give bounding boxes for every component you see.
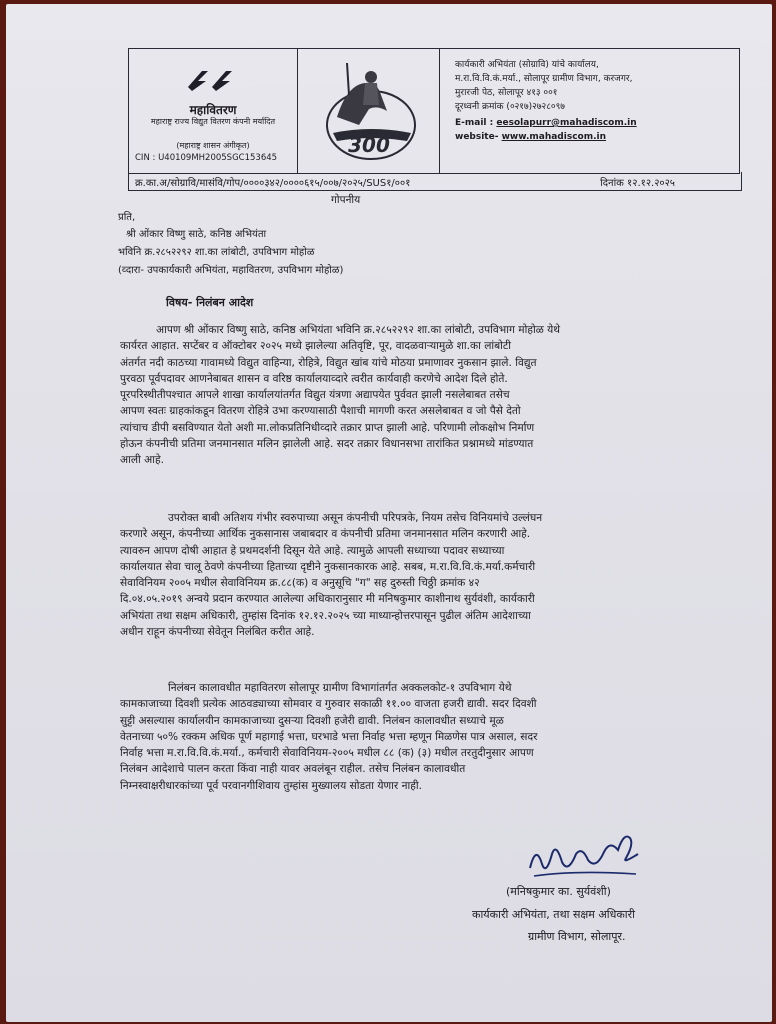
signatory-office: ग्रामीण विभाग, सोलापूर. (528, 930, 626, 943)
paragraph-suspension-order (120, 510, 732, 640)
office-address-line: मुरारजी पेठ, सोलापूर ४१३ ००१ (455, 88, 558, 98)
letterhead-company-panel (129, 49, 298, 173)
paragraph-line: निलंबन कालावधीत महावितरण सोलापूर ग्रामीण विभागांतर्गत अक्कलकोट-१ उपविभाग येथे (168, 682, 512, 694)
paragraph-line: आपण स्वतः ग्राहकांकडून वितरण रोहित्रे उभा करण्यासाठी पैशाची मागणी करत असलेबाबत व जो पैसे देतो (120, 405, 521, 418)
office-phone: दूरध्वनी क्रमांक (०२१७)२७२८०९७ (455, 102, 565, 112)
paragraph-line: सेवाविनियम २००५ मधील सेवाविनियम क्र.८८(क) व अनुसूचि "ग" सह दुरुस्ती चिठ्ठी क्रमांक ४२ (120, 577, 480, 590)
paragraph-line: उपरोक्त बाबी अतिशय गंभीर स्वरुपाच्या असून कंपनीची परिपत्रके, नियम तसेच विनियमांचे उल्लंघन (168, 512, 543, 524)
reference-number: क्र.का.अ/सोग्रावि/मासंवि/गोप/००००३४२/००००६१५/००७/२०२५/SUS१/००१ (135, 178, 411, 189)
paragraph-line: अधीन राहून कंपनीच्या सेवेतून निलंबित करीत आहे. (120, 626, 315, 639)
paragraph-line: अंतर्गत नदी काठच्या गावामध्ये विद्युत वाहिन्या, रोहित्रे, विद्युत खांब यांचे मोठया प्रमाणावर नुकसान झाले. विद्युत (120, 356, 537, 369)
addressee-line: श्री ओंकार विष्णु साठे, कनिष्ठ अभियंता (126, 229, 267, 240)
letterhead-emblem-panel (299, 49, 440, 173)
paragraph-line: करणारे असून, कंपनीच्या आर्थिक नुकसानास जबाबदार व कंपनीची प्रतिमा जनमानसात मलिन करणारी आहे. (120, 528, 531, 541)
paragraph-line: आपण श्री ओंकार विष्णु साठे, कनिष्ठ अभियंता भविनि क्र.२८५२२९२ शा.का लांबोटी, उपविभाग मोहोळ येथे (156, 324, 561, 336)
paragraph-line: होऊन कंपनीची प्रतिमा जनमानसात मलिन झालेली आहे. सदर तक्रार विधानसभा तारांकित प्रश्नामध्ये मांडण्यात (120, 438, 534, 451)
website-link[interactable]: www.mahadiscom.in (501, 132, 607, 142)
letter-page (6, 4, 772, 1022)
paragraph-line: पुरवठा पूर्वपदावर आणनेबाबत शासन व वरिष्ठ कार्यालयाव्दारे त्वरीत कार्यवाही करणेचे आदेश दिले होते. (120, 372, 508, 385)
paragraph-line: दि.०४.०५.२०१९ अन्वये प्रदान करण्यात आलेल्या अधिकारानुसार मी मनिषकुमार काशीनाथ सुर्यवंशी, कार्यकारी (120, 593, 535, 606)
subject-line: विषय- निलंबन आदेश (166, 296, 254, 309)
addressee-line: (व्दारा- उपकार्यकारी अभियंता, महावितरण, उपविभाग मोहोळ) (118, 265, 344, 276)
paragraph-line: त्यांचाच डीपी बसविण्यात येतो अशी मा.लोकप्रतिनिधीव्दारे तक्रार प्राप्त झाली आहे. परिणामी लोकक्षोभ निर्माण (120, 421, 535, 434)
paragraph-line: आली आहे. (120, 454, 164, 467)
addressee-prati: प्रति, (118, 212, 136, 223)
company-full-name: महाराष्ट्र राज्य विद्युत वितरण कंपनी मर्यादित (150, 117, 276, 126)
website-label: website- (455, 132, 499, 142)
email-link[interactable]: eesolapurr@mahadiscom.in (496, 118, 637, 128)
reference-line (128, 172, 742, 191)
paragraph-line: निर्वाह भत्ता म.रा.वि.वि.कं.मर्या., कर्मचारी सेवाविनियम-२००५ मधील ८८ (क) (३) मधील तरतुदीनुसार आपण (120, 747, 534, 760)
company-name: महावितरण (189, 103, 237, 117)
signatory-name: (मनिषकुमार का. सुर्यवंशी) (506, 885, 611, 898)
paragraph-suspension-conditions (120, 680, 732, 794)
addressee-line: भविनि क्र.२८५२२९२ शा.का लांबोटी, उपविभाग मोहोळ (118, 247, 315, 258)
paragraph-line: कामकाजाच्या दिवशी प्रत्येक आठवड्याच्या सोमवार व गुरुवार सकाळी ११.०० वाजता हजरी द्यावी. सदर दिवशी (120, 698, 537, 711)
letterhead (128, 48, 740, 174)
office-email-row (455, 117, 637, 129)
office-address-line: म.रा.वि.वि.कं.मर्या., सोलापूर ग्रामीण विभाग, करजगर, (455, 74, 633, 84)
office-website-row (455, 131, 606, 143)
email-label: E-mail : (455, 118, 494, 128)
paragraph-line: कार्यालयात सेवा चालू ठेवणे कंपनीच्या हिताच्या दृष्टीने नुकसानकारक आहे. सबब, म.रा.वि.वि.कं.मर्या.कर्मचारी (120, 560, 536, 573)
paragraph-line: कार्यरत आहात. सप्टेंबर व ऑक्टोबर २०२५ मध्ये झालेल्या अतिवृष्टि, पूर, वादळवाऱ्यामुळे शा.का लांबोटी (120, 340, 511, 353)
paragraph-line: अभियंता तथा सक्षम अधिकारी, तुम्हांस दिनांक १२.१२.२०२५ च्या माध्यान्होत्तरपासून पुढील अंतिम आदेशाच्या (120, 609, 531, 622)
paragraph-line: सुट्टी असल्यास कार्यालयीन कामकाजाच्या दुसऱ्या दिवशी हजेरी द्यावी. निलंबन कालावधीत सध्याचे मूळ (120, 714, 504, 727)
paragraph-line: निलंबन आदेशाचे पालन करता किंवा नाही यावर अवलंबून राहील. तसेच निलंबन कालावधीत (120, 763, 466, 776)
handwritten-signature-icon (526, 824, 646, 888)
paragraph-line: निम्नस्वाक्षरीधारकांच्या पूर्व परवानगीशिवाय तुम्हांस मुख्यालय सोडता येणार नाही. (120, 779, 422, 792)
mahavitaran-logo-icon (184, 67, 244, 93)
letter-date: दिनांक १२.१२.२०२५ (600, 178, 675, 189)
paragraph-line: वेतनाच्या ५०% रक्कम अधिक पूर्ण महागाई भत्ता, घरभाडे भत्ता निर्वाह भत्ता म्हणून मिळणेस पात्र असाल, सदर (120, 730, 538, 743)
emblem-number: 300 (348, 133, 390, 157)
signatory-designation: कार्यकारी अभियंता, तथा सक्षम अधिकारी (472, 908, 636, 921)
paragraph-line: पूरपरिस्थीतीपश्चात आपले शाखा कार्यालयांतर्गत विद्युत यंत्रणा अद्यापयेत पुर्ववत झाली नसलेबाबत तसेच (120, 389, 510, 402)
paragraph-allegations (120, 322, 732, 469)
government-note: (महाराष्ट्र शासन अंगीकृत) (176, 141, 250, 150)
cin-number: CIN : U40109MH2005SGC153645 (135, 153, 278, 163)
paragraph-line: त्यावरुन आपण दोषी आहात हे प्रथमदर्शनी दिसून येते आहे. त्यामुळे आपली सध्याच्या पदावर सध्याच्या (120, 544, 505, 557)
letterhead-office-panel (441, 49, 739, 173)
confidential-label: गोपनीय (331, 194, 361, 206)
office-address-line: कार्यकारी अभियंता (सोग्रावि) यांचे कार्यालय, (455, 60, 599, 70)
